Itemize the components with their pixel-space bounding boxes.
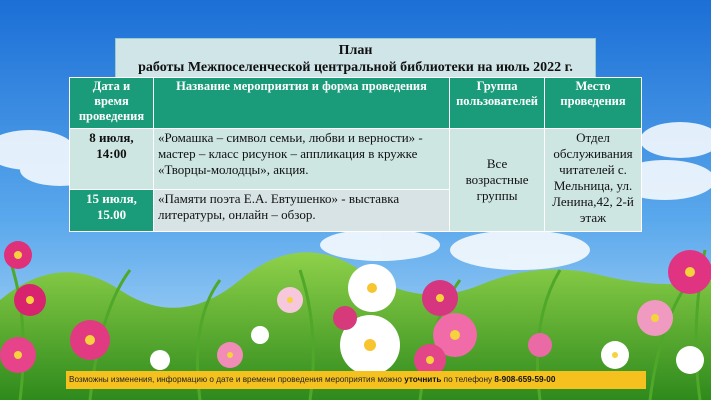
row-date: 15 июля, 15.00	[70, 190, 154, 232]
header-group: Группа пользователей	[450, 78, 545, 129]
footer-bold-word: уточнить	[404, 375, 442, 384]
title-line2: работы Межпоселенческой центральной библиотеки на июль 2022 г.	[138, 60, 573, 75]
header-place: Место проведения	[545, 78, 642, 129]
table-header-row	[70, 78, 642, 129]
footer-note	[66, 371, 646, 389]
plan-table	[69, 77, 642, 232]
header-event: Название мероприятия и форма проведения	[153, 78, 449, 129]
table-row	[70, 129, 642, 190]
footer-text-mid: по телефону	[441, 375, 495, 384]
place-cell: Отдел обслуживания читателей с. Мельница, ул. Ленина,42, 2-й этаж	[545, 129, 642, 232]
row-event: «Ромашка – символ семьи, любви и верности» - мастер – класс рисунок – аппликация в кружке «Творцы-молодцы», акция.	[153, 129, 449, 190]
group-cell: Все возрастные группы	[450, 129, 545, 232]
footer-phone: 8-908-659-59-00	[494, 375, 556, 384]
row-date: 8 июля, 14:00	[70, 129, 154, 190]
title-line1: План	[338, 43, 373, 58]
page-title	[115, 38, 596, 78]
row-event: «Памяти поэта Е.А. Евтушенко» - выставка литературы, онлайн – обзор.	[153, 190, 449, 232]
header-date: Дата и время проведения	[70, 78, 154, 129]
footer-text: Возможны изменения, информацию о дате и времени проведения мероприятия можно	[69, 375, 405, 384]
